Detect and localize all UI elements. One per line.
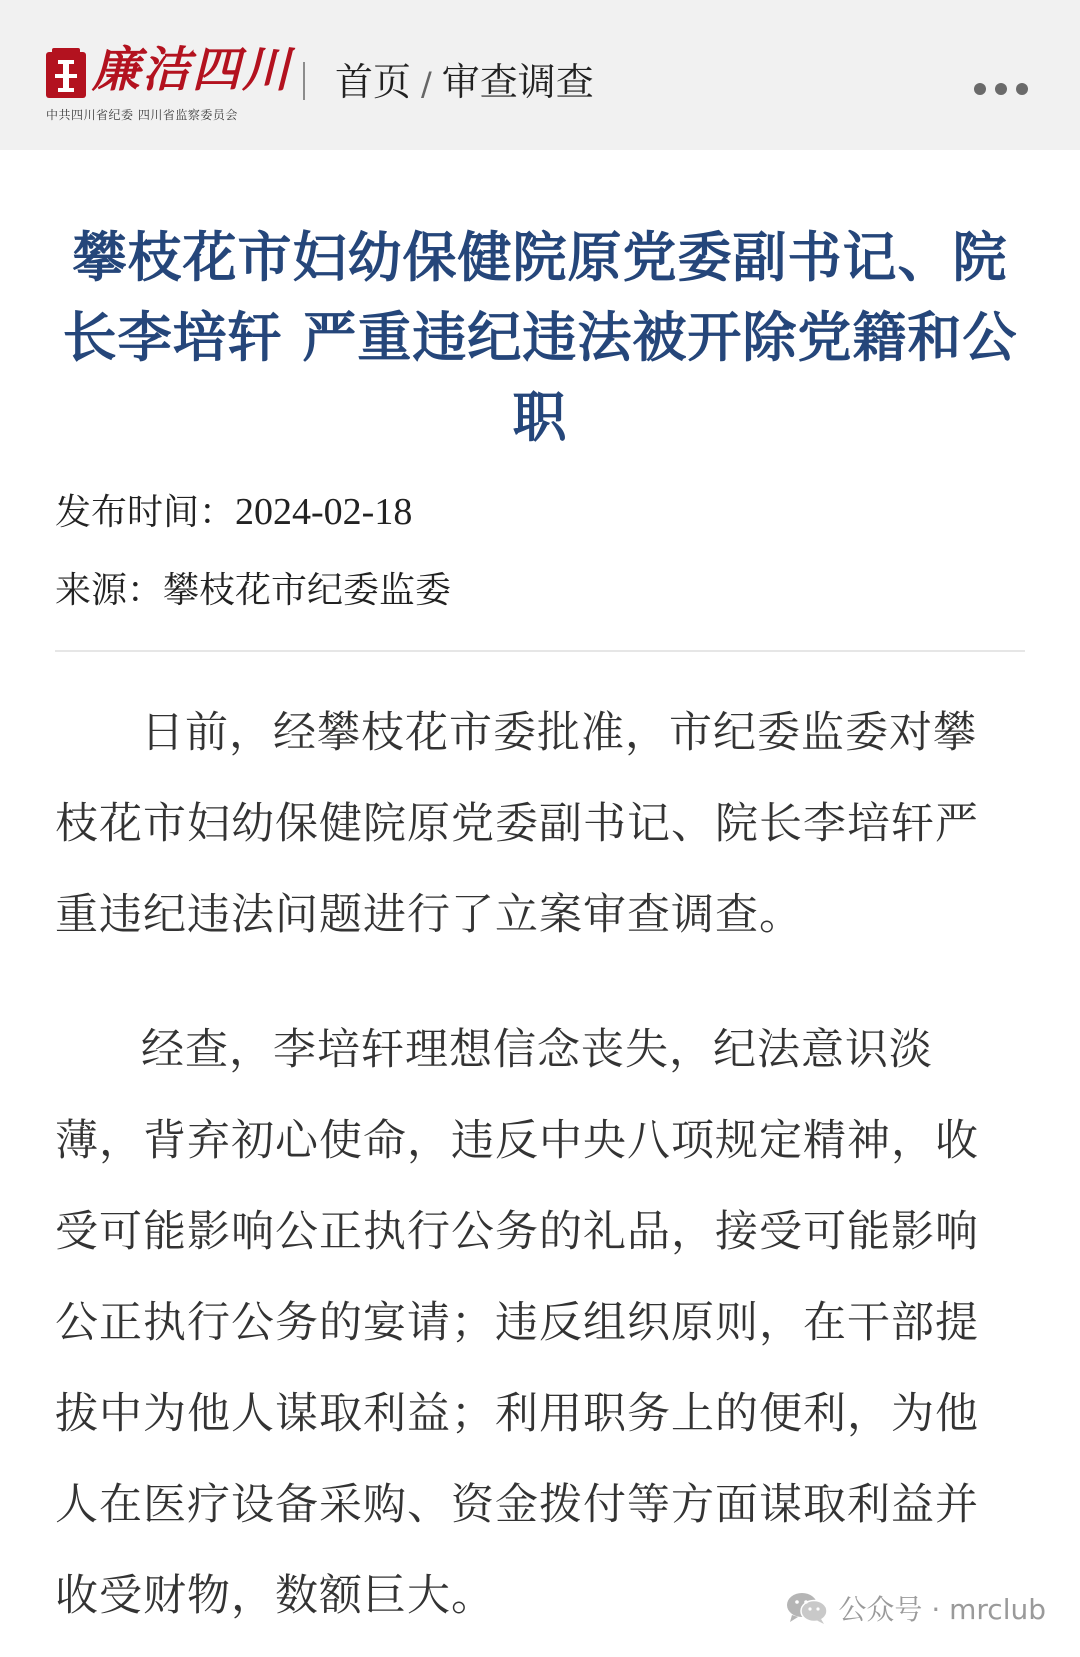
breadcrumb-current[interactable]: 审查调查 [441, 60, 594, 104]
site-logo-subtitle: 中共四川省纪委 四川省监察委员会 [46, 108, 238, 122]
more-dots-icon [974, 83, 986, 95]
watermark-text: 公众号 · mrclub [838, 1593, 1046, 1626]
article-paragraph: 日前，经攀枝花市委批准，市纪委监委对攀枝花市妇幼保健院原党委副书记、院长李培轩严重违纪违法问题进行了立案审查调查。 [55, 708, 979, 940]
publish-date-row [55, 487, 412, 538]
wechat-icon [786, 1591, 828, 1625]
more-dots-icon [995, 83, 1007, 95]
header-divider [303, 62, 305, 100]
article-title: 攀枝花市妇幼保健院原党委副书记、院长李培轩 严重违纪违法被开除党籍和公职 [62, 226, 1018, 449]
publish-date-label: 发布时间： [55, 492, 236, 533]
more-menu-button[interactable] [974, 78, 1028, 100]
source-name: 攀枝花市纪委监委 [163, 570, 452, 611]
source-row [55, 566, 451, 616]
publish-date: 2024-02-18 [235, 491, 413, 533]
source-label: 来源： [55, 570, 164, 611]
logo-seal-icon[interactable] [46, 48, 86, 100]
breadcrumb [335, 52, 594, 114]
breadcrumb-home-link[interactable]: 首页 [335, 60, 412, 104]
top-header [0, 0, 1080, 150]
meta-divider [55, 650, 1025, 652]
wechat-watermark [786, 1588, 1046, 1628]
breadcrumb-separator: / [421, 65, 432, 103]
more-dots-icon [1016, 83, 1028, 95]
site-logo-text[interactable]: 廉洁四川 [92, 42, 293, 98]
article-paragraph: 经查，李培轩理想信念丧失，纪法意识淡薄，背弃初心使命，违反中央八项规定精神，收受可能影响公正执行公务的礼品，接受可能影响公正执行公务的宴请；违反组织原则，在干部提拔中为他人谋取利益；利用职务上的便利，为他人在医疗设备采购、资金拨付等方面谋取利益并收受财物，数额巨大。 [55, 1025, 979, 1621]
